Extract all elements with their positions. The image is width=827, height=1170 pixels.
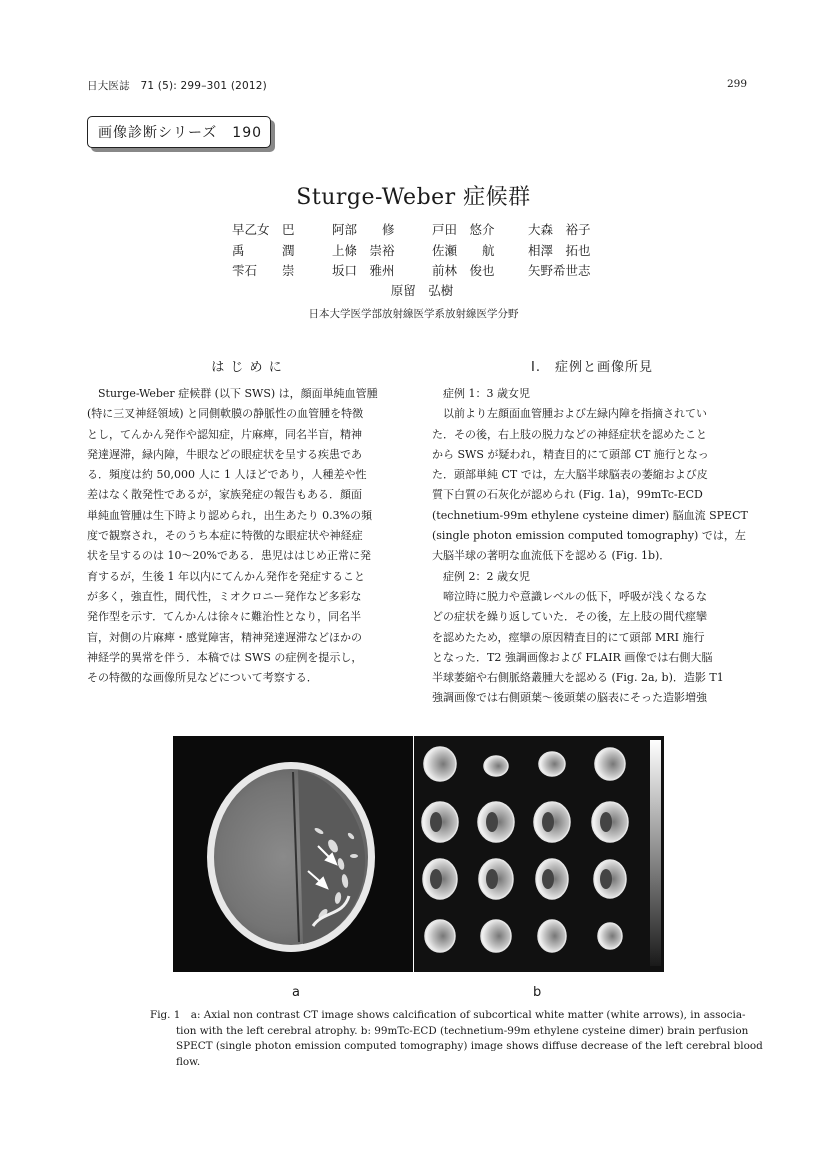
text-line: 発達遅滞，緑内障，牛眼などの眼症状を呈する疾患であ	[87, 447, 362, 461]
author-row	[232, 240, 612, 261]
author: 禹 潤	[232, 242, 295, 258]
text-line: 症例 1：3 歳女児	[432, 387, 530, 400]
text-line: た．頭部単純 CT では，左大脳半球脳表の萎縮および皮	[432, 468, 708, 482]
text-line: た．その後，右上肢の脱力などの神経症状を認めたこと	[432, 427, 707, 441]
text-line: 育するが，生後 1 年以内にてんかん発作を発症すること	[87, 569, 365, 583]
text-line: 発作型を示す．てんかんは徐々に難治性となり，同名半	[87, 610, 362, 624]
text-line: とし，てんかん発作や認知症，片麻痺，同名半盲，精神	[87, 427, 362, 441]
text-line: 症例 2：2 歳女児	[432, 569, 530, 583]
left-column	[87, 356, 407, 688]
text-line: 以前より左顔面血管腫および左緑内障を指摘されてい	[432, 407, 707, 421]
text-line: 啼泣時に脱力や意識レベルの低下，呼吸が浅くなるな	[432, 589, 707, 603]
author: 上條 崇裕	[332, 242, 395, 258]
figure-caption	[150, 1008, 763, 1070]
author: 戸田 悠介	[432, 222, 495, 238]
author: 前林 俊也	[432, 263, 495, 279]
affiliation: 日本大学医学部放射線医学系放射線医学分野	[308, 308, 519, 320]
caption-line: flow.	[176, 1055, 201, 1068]
text-line: る．頻度は約 50,000 人に 1 人ほどであり，人種差や性	[87, 468, 367, 482]
text-line: 半球萎縮や右側脈絡叢腫大を認める (Fig. 2a, b)．造影 T1	[432, 671, 724, 685]
caption-line: Fig. 1 a: Axial non contrast CT image shows calcification of subcortical white matter (white arrows), in associa-	[150, 1009, 746, 1021]
author: 早乙女 巴	[232, 222, 295, 238]
author: 坂口 雅州	[332, 263, 395, 279]
author-row	[232, 219, 612, 240]
journal-citation: 日大医誌 71 (5): 299–301 (2012)	[87, 80, 267, 92]
author: 雫石 崇	[232, 263, 295, 279]
text-line: 単純血管腫は生下時より認められ，出生あたり 0.3%の頻	[87, 508, 373, 522]
text-line: 大脳半球の著明な血流低下を認める (Fig. 1b)．	[432, 549, 671, 563]
text-line: 盲，対側の片麻痺・感覚障害，精神発達遅滞などほかの	[87, 630, 362, 644]
series-label: 画像診断シリーズ 190	[98, 125, 263, 141]
text-line: (single photon emission computed tomography) では，左	[432, 529, 746, 543]
text-line: 神経学的異常を伴う．本稿では SWS の症例を提示し，	[87, 650, 363, 664]
text-line: 度で観察され，そのうち本症に特徴的な眼症状や神経症	[87, 529, 363, 543]
figure-label-b: b	[533, 985, 542, 1000]
spect-montage-graphic	[414, 736, 664, 972]
caption-line: SPECT (single photon emission computed tomography) image shows diffuse decrease of the left cerebral blood	[176, 1040, 763, 1052]
spect-image	[414, 736, 664, 972]
text-line: から SWS が疑われ，精査目的にて頭部 CT 施行となっ	[432, 447, 709, 461]
text-line: 質下白質の石灰化が認められ (Fig. 1a)，99mTc-ECD	[432, 488, 703, 502]
page-number: 299	[726, 78, 747, 90]
article-title: Sturge-Weber 症候群	[296, 185, 531, 210]
author-row	[232, 260, 612, 281]
text-line: その特徴的な画像所見などについて考察する．	[87, 671, 318, 685]
section-heading-cases: I. 症例と画像所見	[531, 360, 653, 375]
author: 佐瀬 航	[432, 242, 495, 258]
right-column	[432, 356, 752, 709]
text-line: 差はなく散発性であるが，家族発症の報告もある．顔面	[87, 488, 362, 502]
text-line: (特に三叉神経領域) と同側軟膜の静脈性の血管腫を特徴	[87, 407, 364, 421]
text-line: 状を呈するのは 10～20%である．患児ははじめ正常に発	[87, 549, 371, 563]
author-last: 原留 弘樹	[390, 282, 454, 298]
author-list	[232, 219, 612, 301]
intro-paragraph	[87, 384, 407, 688]
author: 大森 裕子	[528, 222, 591, 238]
author: 阿部 修	[332, 222, 395, 238]
text-line: となった．T2 強調画像および FLAIR 画像では右側大脳	[432, 650, 713, 664]
caption-line: tion with the left cerebral atrophy. b: 99mTc-ECD (technetium-99m ethylene cysteine dimer) brain perfusion	[176, 1024, 749, 1037]
text-line: が多く，強直性，間代性，ミオクロニー発作など多彩な	[87, 589, 362, 603]
text-line: 強調画像では右側頭葉～後頭葉の脳表にそった造影増強	[432, 691, 707, 705]
text-line: どの症状を繰り返していた．その後，左上肢の間代痙攣	[432, 610, 707, 624]
section-heading-intro: は じ め に	[211, 360, 283, 375]
ct-image	[173, 736, 413, 972]
author: 矢野希世志	[528, 263, 591, 279]
author: 相澤 拓也	[528, 242, 591, 258]
cases-paragraph	[432, 384, 752, 709]
series-badge	[87, 116, 271, 148]
ct-scan-graphic	[173, 736, 413, 972]
figure-label-a: a	[292, 985, 300, 1000]
text-line: (technetium-99m ethylene cysteine dimer) 脳血流 SPECT	[432, 508, 748, 522]
text-line: を認めたため，痙攣の原因精査目的にて頭部 MRI 施行	[432, 630, 705, 644]
text-line: Sturge-Weber 症候群 (以下 SWS) は，顔面単純血管腫	[87, 387, 378, 400]
